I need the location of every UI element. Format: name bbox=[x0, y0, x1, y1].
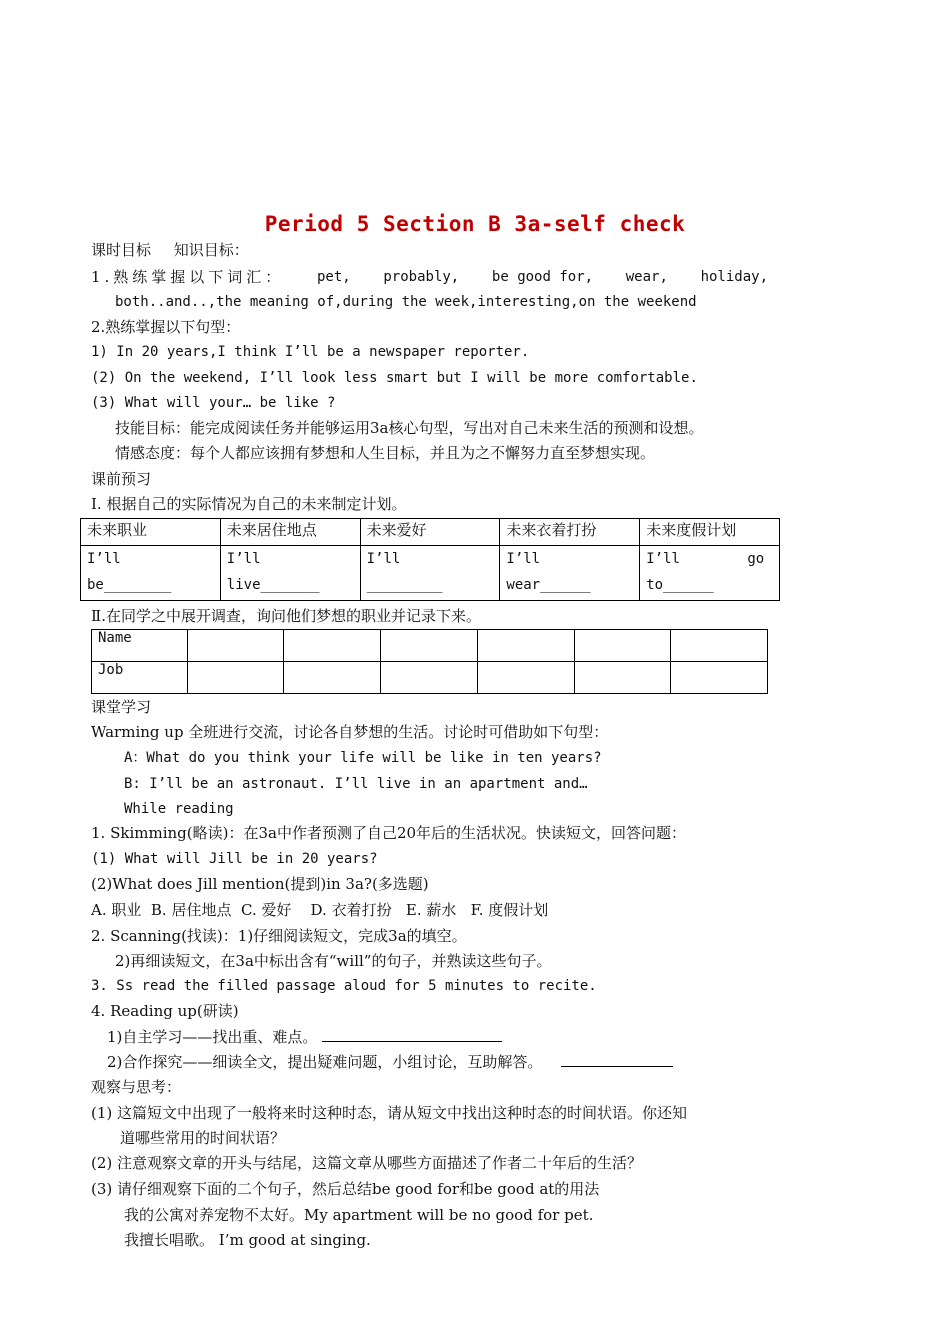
table-cell bbox=[500, 546, 640, 601]
task-2: 2. Scanning(找读)：1)仔细阅读短文，完成3a的填空。 bbox=[91, 927, 467, 945]
table-cell bbox=[477, 630, 574, 662]
table-cell bbox=[284, 630, 381, 662]
survey-table bbox=[91, 629, 768, 694]
table-header-row bbox=[81, 519, 780, 546]
vocab-prefix: 1.熟练掌握以下词汇： bbox=[91, 268, 285, 286]
task-1-q2: (2)What does Jill mention(提到)in 3a?(多选题) bbox=[91, 875, 429, 893]
table-cell bbox=[187, 630, 284, 662]
table-row bbox=[92, 630, 768, 662]
table-cell bbox=[574, 662, 671, 694]
sentence-1: 1) In 20 years,I think I’ll be a newspaper reporter. bbox=[91, 344, 530, 360]
observe-q2: (2) 注意观察文章的开头与结尾，这篇文章从哪些方面描述了作者二十年后的生活？ bbox=[91, 1154, 643, 1172]
cell-line: I’ll bbox=[366, 551, 401, 567]
table-header-cell: 未来衣着打扮 bbox=[500, 519, 640, 546]
cell-blank: live_______ bbox=[226, 577, 320, 593]
table-cell bbox=[640, 546, 780, 601]
cell-blank: wear______ bbox=[506, 577, 591, 593]
preview-part2: Ⅱ.在同学之中展开调查，询问他们梦想的职业并记录下来。 bbox=[91, 607, 481, 625]
table-cell bbox=[220, 546, 360, 601]
task-4a bbox=[107, 1027, 502, 1047]
table-cell bbox=[187, 662, 284, 694]
cell-blank: to______ bbox=[646, 577, 714, 593]
vocab-word: pet, bbox=[316, 269, 351, 285]
vocab-word: holiday, bbox=[700, 269, 768, 285]
while-reading: While reading bbox=[124, 801, 234, 817]
cell-line: I’ll bbox=[226, 551, 261, 567]
table-row bbox=[92, 662, 768, 694]
task-1-options: A. 职业 B. 居住地点 C. 爱好 D. 衣着打扮 E. 薪水 F. 度假计划 bbox=[91, 901, 549, 919]
task-2b: 2)再细读短文，在3a中标出含有“will”的句子，并熟读这些句子。 bbox=[115, 952, 552, 970]
table-cell bbox=[477, 662, 574, 694]
example-2: 我擅长唱歌。 I’m good at singing. bbox=[124, 1231, 371, 1249]
preview-heading: 课前预习 bbox=[91, 470, 152, 488]
goals-header bbox=[91, 240, 249, 260]
warmup-line: Warming up 全班进行交流，讨论各自梦想的生活。讨论时可借助如下句型： bbox=[91, 723, 609, 741]
table-header-cell: 未来度假计划 bbox=[640, 519, 780, 546]
answer-blank bbox=[561, 1052, 673, 1067]
table-header-cell: 未来爱好 bbox=[360, 519, 500, 546]
task-1-q1: (1) What will Jill be in 20 years? bbox=[91, 851, 378, 867]
dialog-b: B: I’ll be an astronaut. I’ll live in an apartment and… bbox=[124, 776, 588, 792]
vocab-word: probably, bbox=[383, 269, 460, 285]
task-4b bbox=[107, 1052, 673, 1072]
task-4: 4. Reading up(研读) bbox=[91, 1002, 239, 1020]
vocab-word: be good for, bbox=[491, 269, 594, 285]
example-1: 我的公寓对养宠物不太好。My apartment will be no good for pet. bbox=[124, 1206, 594, 1224]
table-cell bbox=[81, 546, 221, 601]
observe-q1: (1) 这篇短文中出现了一般将来时这种时态，请从短文中找出这种时态的时间状语。你还知 bbox=[91, 1104, 688, 1122]
cell-blank: be________ bbox=[87, 577, 172, 593]
survey-row-label: Name bbox=[92, 630, 188, 662]
table-cell bbox=[381, 630, 478, 662]
skill-goal: 技能目标：能完成阅读任务并能够运用3a核心句型，写出对自己未来生活的预测和设想。 bbox=[115, 419, 704, 437]
cell-blank: _________ bbox=[366, 577, 443, 593]
cell-line: I’ll bbox=[506, 551, 541, 567]
future-plan-table bbox=[80, 518, 780, 601]
classroom-heading: 课堂学习 bbox=[91, 698, 152, 716]
cell-line: I’ll go bbox=[646, 551, 765, 567]
table-cell bbox=[284, 662, 381, 694]
table-cell bbox=[671, 662, 768, 694]
vocab-word: wear, bbox=[625, 269, 668, 285]
task-4a-text: 1)自主学习——找出重、难点。 bbox=[107, 1028, 318, 1046]
cell-line: I’ll bbox=[87, 551, 121, 567]
task-3: 3. Ss read the filled passage aloud for 5 minutes to recite. bbox=[91, 978, 597, 994]
preview-part1: Ⅰ. 根据自己的实际情况为自己的未来制定计划。 bbox=[91, 495, 407, 513]
observe-q3: (3) 请仔细观察下面的二个句子，然后总结be good for和be good at的用法 bbox=[91, 1180, 600, 1198]
answer-blank bbox=[322, 1027, 502, 1042]
observe-q1-cont: 道哪些常用的时间状语？ bbox=[120, 1129, 286, 1147]
vocab-line bbox=[91, 267, 768, 287]
table-cell bbox=[671, 630, 768, 662]
sentence-2: (2) On the weekend, I’ll look less smart but I will be more comfortable. bbox=[91, 370, 698, 386]
sentence-goal-heading: 2.熟练掌握以下句型： bbox=[91, 318, 241, 336]
sentence-3: (3) What will your… be like ? bbox=[91, 395, 336, 411]
page-title: Period 5 Section B 3a-self check bbox=[264, 212, 686, 236]
table-header-cell: 未来职业 bbox=[81, 519, 221, 546]
table-cell bbox=[574, 630, 671, 662]
table-cell bbox=[360, 546, 500, 601]
dialog-a: A：What do you think your life will be like in ten years? bbox=[124, 750, 602, 766]
observe-heading: 观察与思考： bbox=[91, 1078, 182, 1096]
table-cell bbox=[381, 662, 478, 694]
table-header-cell: 未来居住地点 bbox=[220, 519, 360, 546]
knowledge-goal-label: 知识目标： bbox=[173, 241, 249, 259]
task-4b-text: 2)合作探究——细读全文，提出疑难问题，小组讨论，互助解答。 bbox=[107, 1053, 543, 1071]
task-1: 1. Skimming(略读)：在3a中作者预测了自己20年后的生活状况。快读短文，回答问题： bbox=[91, 824, 687, 842]
emotion-goal: 情感态度：每个人都应该拥有梦想和人生目标，并且为之不懈努力直至梦想实现。 bbox=[115, 444, 656, 462]
survey-row-label: Job bbox=[92, 662, 188, 694]
goals-header-label: 课时目标 bbox=[91, 241, 152, 259]
table-row bbox=[81, 546, 780, 601]
vocab-line-2: both..and..,the meaning of,during the week,interesting,on the weekend bbox=[115, 294, 697, 310]
